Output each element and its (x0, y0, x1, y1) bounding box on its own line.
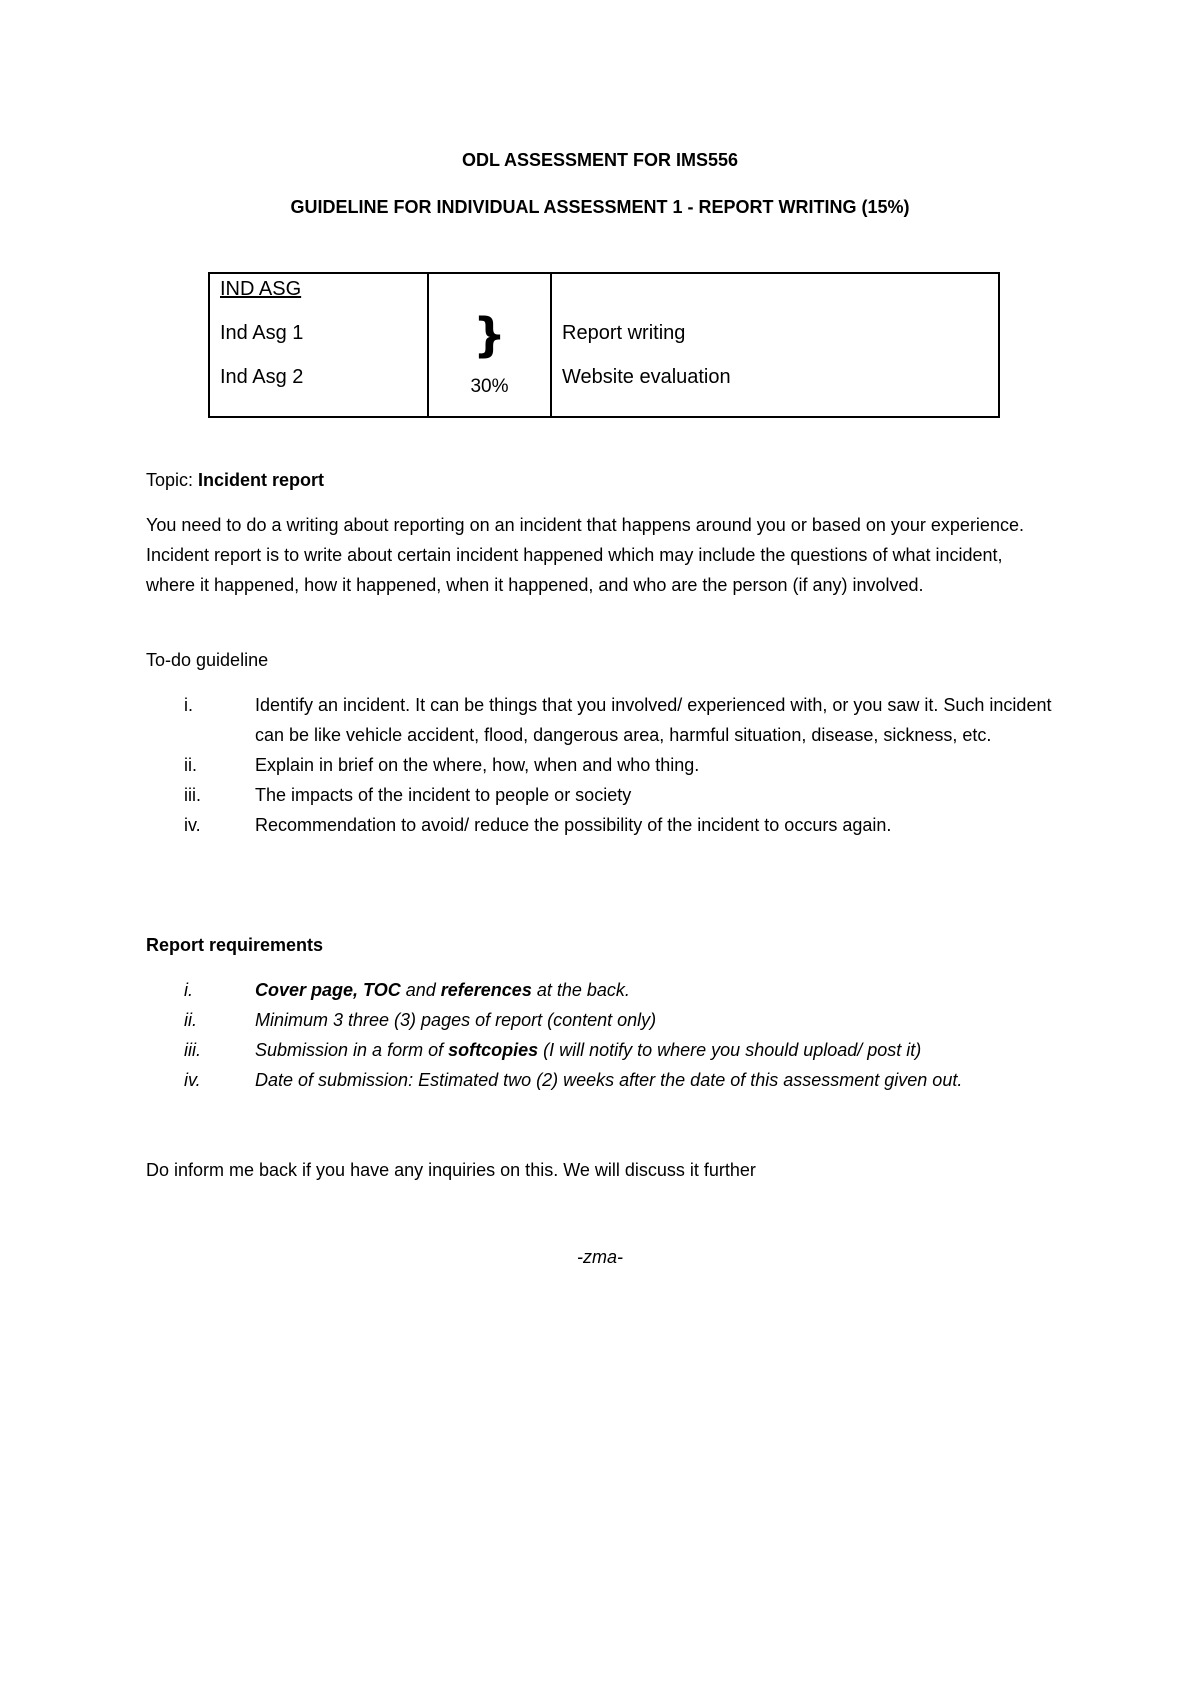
assignment-label-1: Ind Asg 1 (220, 322, 304, 344)
requirements-heading: Report requirements (146, 935, 324, 955)
description-column (552, 274, 998, 416)
document-subtitle: GUIDELINE FOR INDIVIDUAL ASSESSMENT 1 - REPORT WRITING (15%) (290, 197, 910, 217)
list-item (146, 975, 1076, 1005)
list-text: and (400, 980, 441, 1000)
todo-list (146, 690, 1076, 840)
list-text: Submission in a form of (255, 1040, 449, 1060)
list-item (146, 690, 1076, 750)
list-text: Minimum 3 three (3) pages of report (content only) (255, 1010, 657, 1030)
list-number: i. (184, 980, 193, 1000)
list-number: iii. (184, 1040, 201, 1060)
list-item (146, 810, 1076, 840)
list-number: ii. (184, 755, 197, 775)
list-item (146, 1035, 1076, 1065)
list-text: at the back. (531, 980, 630, 1000)
list-text: (I will notify to where you should upload/ post it) (538, 1040, 922, 1060)
list-text-bold: Cover page, TOC (255, 980, 401, 1000)
requirements-list (146, 975, 1076, 1095)
signature: -zma- (577, 1247, 623, 1267)
weight-column (429, 274, 552, 416)
assignment-description-2: Website evaluation (562, 366, 731, 388)
assignment-description-1: Report writing (562, 322, 686, 344)
list-number: ii. (184, 1010, 197, 1030)
document-title: ODL ASSESSMENT FOR IMS556 (461, 150, 739, 170)
intro-paragraph: You need to do a writing about reporting on an incident that happens around you or based on your experience. Incident report is to write about certain incident happened which may include the questions of what incident, where it happened, how it happened, when it happened, and who are the person (if any) involved. (146, 515, 1024, 595)
list-text: Recommendation to avoid/ reduce the possibility of the incident to occurs again. (255, 815, 892, 835)
list-text: Explain in brief on the where, how, when and who thing. (255, 755, 700, 775)
list-item (146, 750, 1076, 780)
assignment-heading: IND ASG (220, 278, 302, 300)
list-number: iv. (184, 1070, 201, 1090)
list-number: iv. (184, 815, 201, 835)
list-item (146, 1005, 1076, 1035)
assignment-column (210, 274, 429, 416)
total-weight: 30% (470, 376, 509, 397)
brace-symbol: } (473, 308, 506, 362)
list-item (146, 1065, 1076, 1095)
list-text: Date of submission: Estimated two (2) weeks after the date of this assessment given out. (255, 1070, 963, 1090)
closing-paragraph: Do inform me back if you have any inquiries on this. We will discuss it further (146, 1160, 756, 1180)
list-text: Identify an incident. It can be things that you involved/ experienced with, or you saw it. Such incident can be like vehicle accident, flood, dangerous area, harmful situation, disease, sickness, etc. (255, 695, 1052, 745)
list-text-bold: softcopies (448, 1040, 539, 1060)
list-text-bold: references (440, 980, 532, 1000)
list-item (146, 780, 1076, 810)
list-number: i. (184, 695, 193, 715)
list-text: The impacts of the incident to people or society (255, 785, 632, 805)
todo-heading: To-do guideline (146, 650, 269, 670)
grade-table (208, 272, 1000, 418)
topic-line (146, 465, 1066, 495)
topic-value: Incident report (198, 470, 325, 490)
topic-label: Topic: (146, 470, 199, 490)
list-number: iii. (184, 785, 201, 805)
assignment-label-2: Ind Asg 2 (220, 366, 304, 388)
